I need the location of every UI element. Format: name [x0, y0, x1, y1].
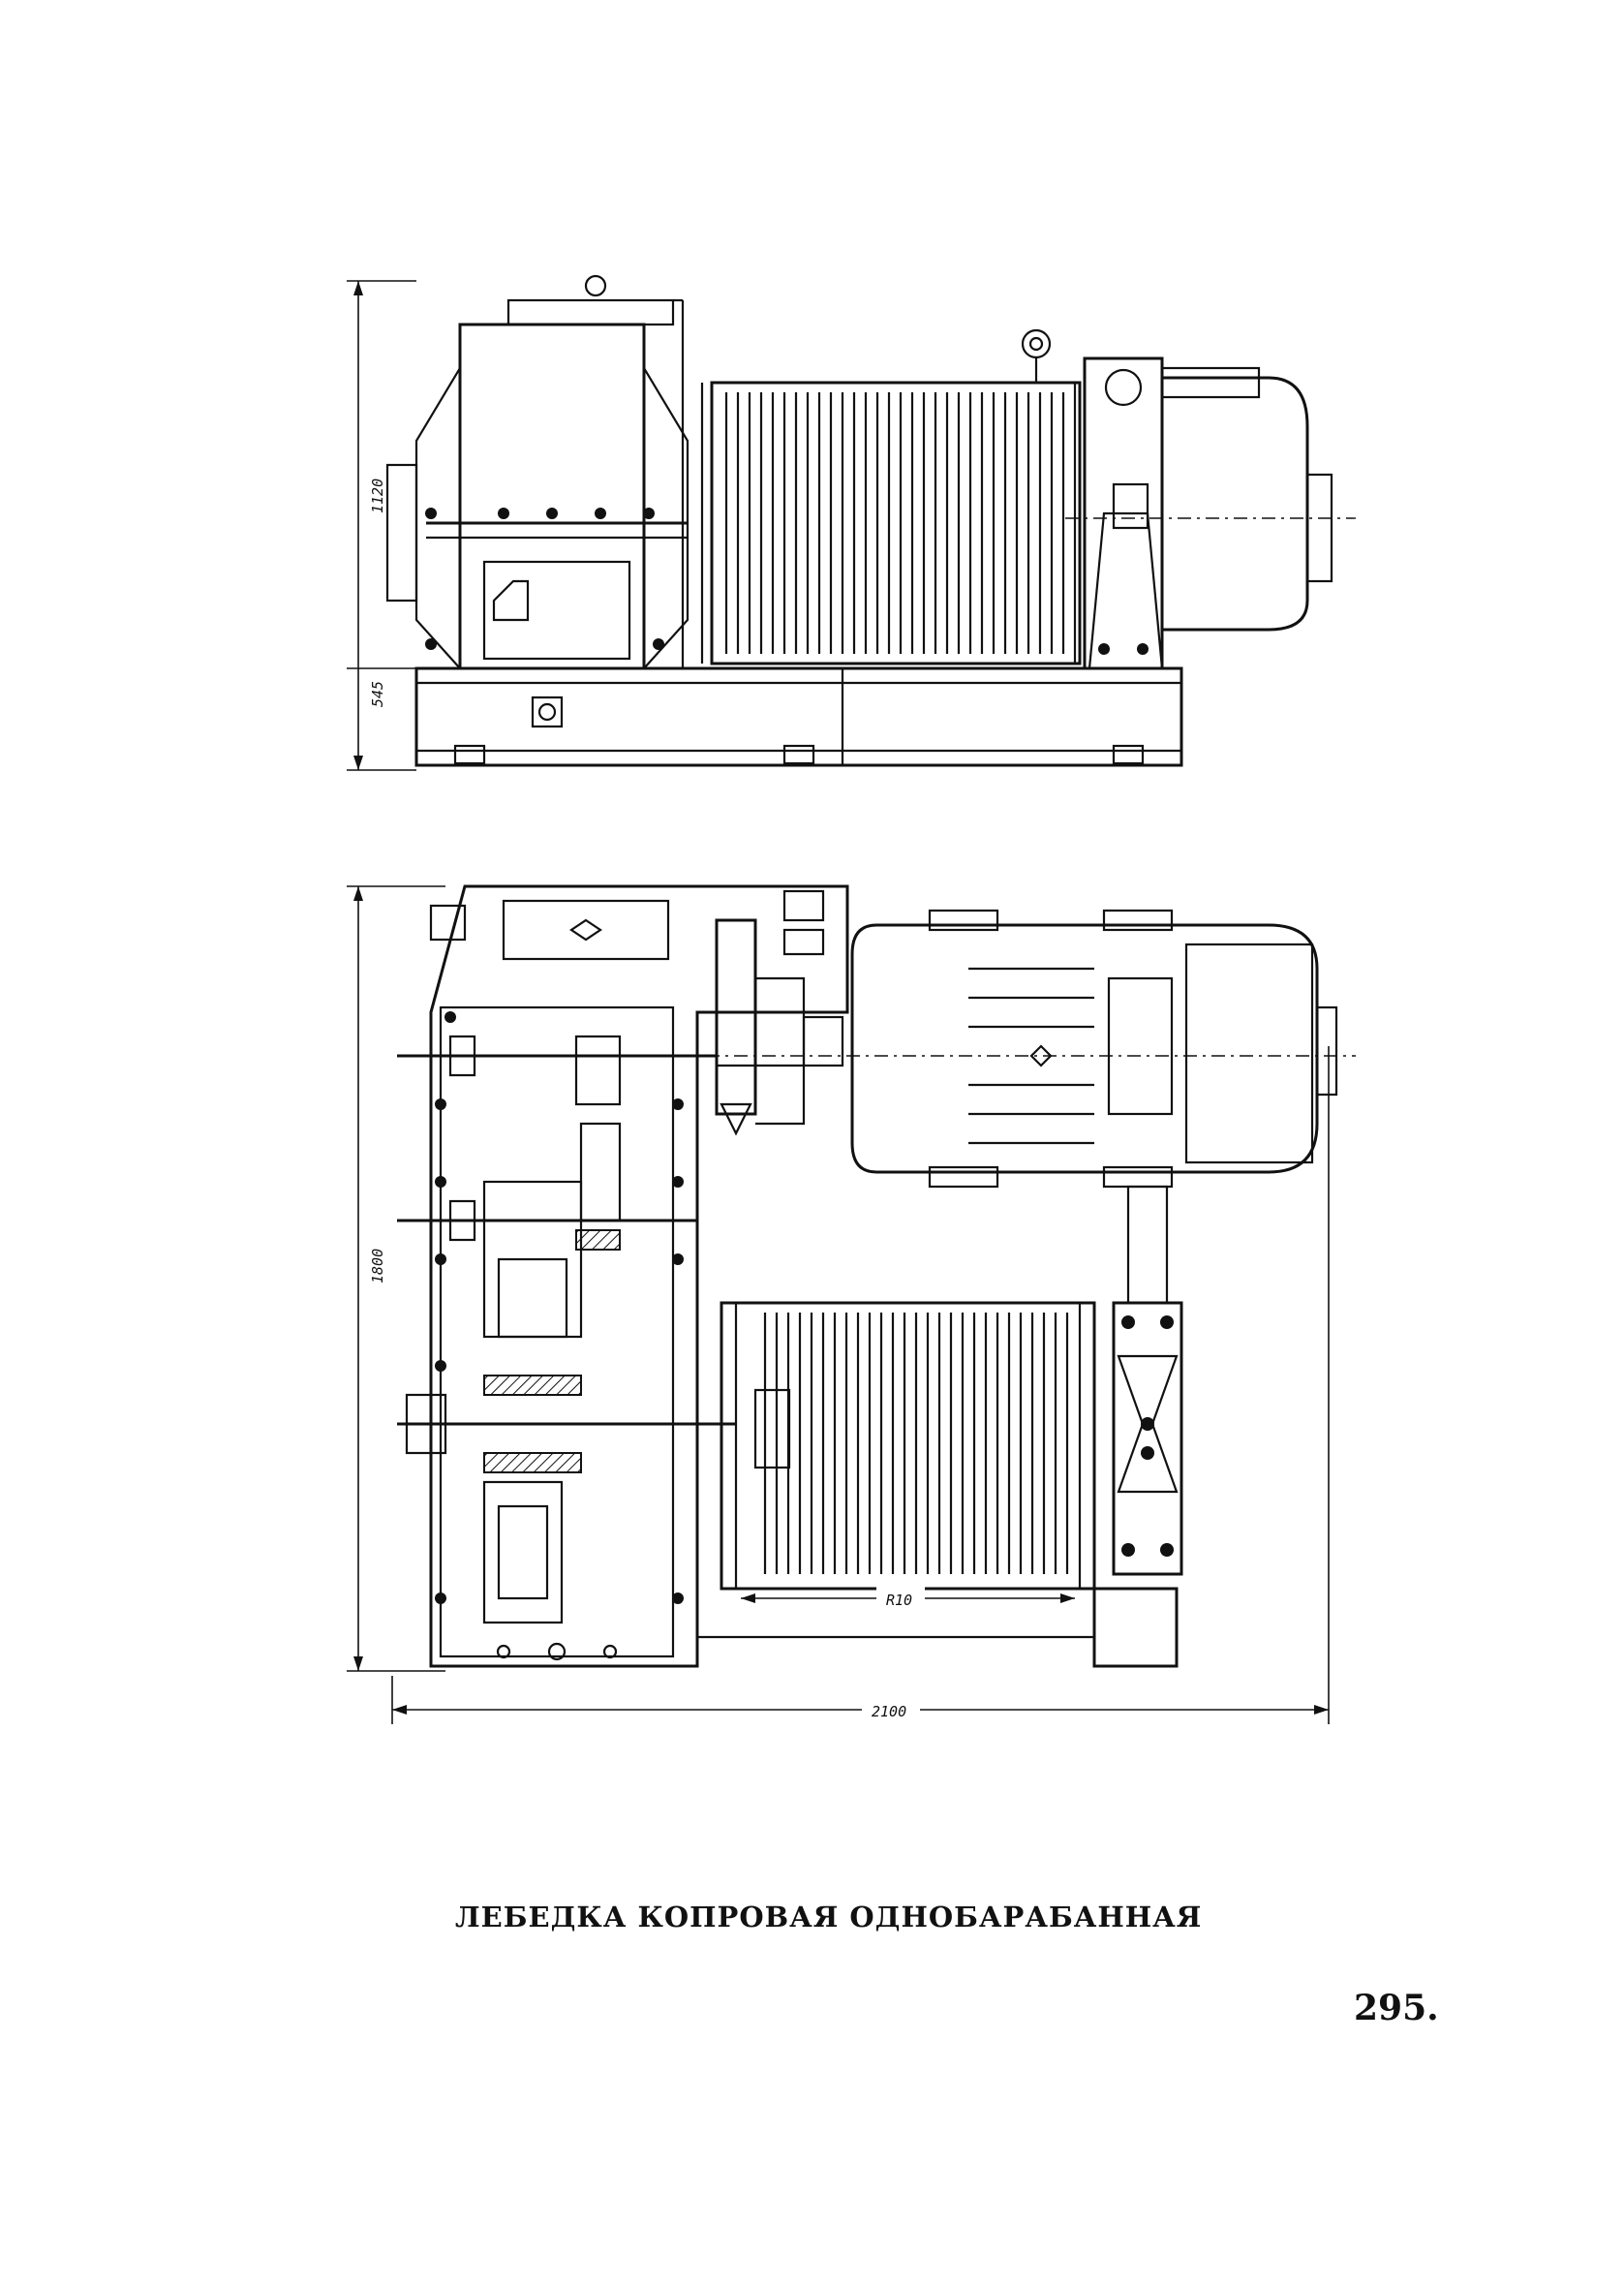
plan-view: [347, 886, 1356, 1724]
gearbox-housing: [387, 276, 688, 668]
side-elevation-view: [347, 276, 1356, 770]
side-height-upper-label: 1120: [369, 478, 386, 513]
side-drum: [702, 330, 1080, 664]
side-motor: [1065, 368, 1356, 630]
plan-gearbox: [397, 886, 847, 1666]
side-brake-pedestal: [1085, 358, 1162, 668]
drum-length-label: R10: [886, 1592, 913, 1609]
plan-depth-label: 1800: [369, 1248, 386, 1283]
side-drum-cable-wraps: [726, 392, 1063, 654]
drawing-caption: ЛЕБЕДКА КОПРОВАЯ ОДНОБАРАБАННАЯ: [455, 1901, 1203, 1933]
plan-motor: [678, 911, 1356, 1187]
plan-drum: [721, 1303, 1094, 1610]
plan-drum-cable-wraps: [765, 1313, 1067, 1574]
base-frame: [416, 668, 1181, 765]
side-height-lower-label: 545: [369, 680, 386, 707]
plan-width-label: 2100: [872, 1703, 907, 1720]
page-number: 295.: [1354, 1988, 1439, 2028]
